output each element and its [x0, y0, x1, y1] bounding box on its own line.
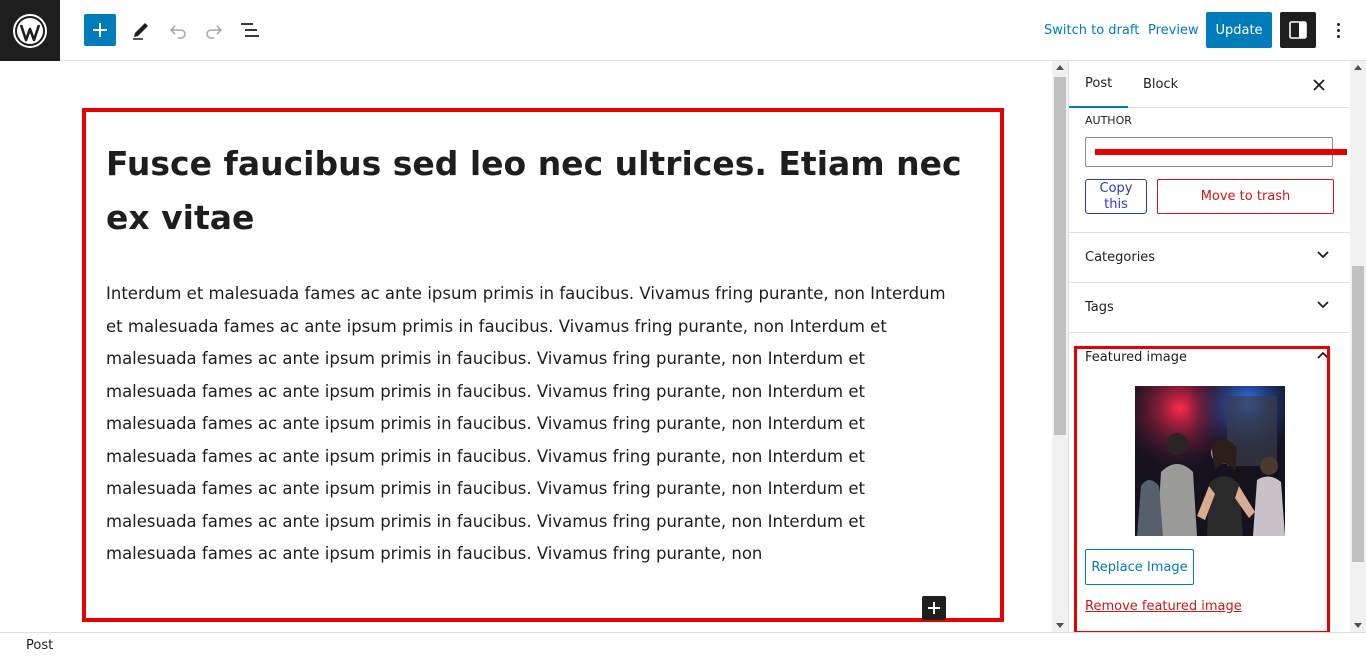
dot-icon	[1337, 29, 1340, 32]
dot-icon	[1337, 35, 1340, 38]
scroll-down-arrow[interactable]	[1056, 623, 1064, 628]
breadcrumb[interactable]: Post	[26, 638, 54, 653]
block-inserter-button[interactable]	[922, 596, 946, 620]
close-icon	[1313, 79, 1325, 91]
editor-footer	[0, 632, 1366, 657]
wordpress-icon	[12, 13, 48, 49]
redo-button[interactable]	[198, 14, 230, 46]
undo-button[interactable]	[162, 14, 194, 46]
panel-title: Tags	[1085, 300, 1114, 315]
tab-post[interactable]: Post	[1069, 61, 1128, 108]
sidebar-tabs	[1069, 61, 1350, 108]
editor-canvas	[0, 61, 1052, 632]
document-overview-button[interactable]	[234, 14, 266, 46]
add-block-button[interactable]	[84, 14, 116, 46]
dot-icon	[1337, 23, 1340, 26]
author-label: AUTHOR	[1085, 114, 1132, 127]
paragraph-block[interactable]: Interdum et malesuada fames ac ante ipsum primis in faucibus. Vivamus fring purante, non Interdum et malesuada fames ac ante ipsum primis in faucibus. Vivamus fring purante, non Interdum et malesuada fames ac ante ipsum primis in faucibus. Vivamus fring purante, non Interdum et malesuada fames ac ante ipsum primis in faucibus. Vivamus fring purante, non Interdum et malesuada fames ac ante ipsum primis in faucibus. Vivamus fring purante, non Interdum et malesuada fames ac ante ipsum primis in faucibus. Vivamus fring purante, non Interdum et malesuada fames ac ante ipsum primis in faucibus. Vivamus fring purante, non Interdum et malesuada fames ac ante ipsum primis in faucibus. Vivamus fring purante, non Interdum et malesuada fames ac ante ipsum primis in faucibus. Vivamus fring purante, non	[106, 284, 946, 563]
editor-scrollbar[interactable]	[1052, 61, 1068, 632]
editor-header	[0, 0, 1366, 61]
scroll-up-arrow[interactable]	[1056, 65, 1064, 70]
highlight-box	[1074, 346, 1330, 634]
switch-to-draft-button[interactable]: Switch to draft	[1044, 23, 1140, 38]
chevron-down-icon	[1317, 301, 1329, 309]
options-button[interactable]	[1326, 14, 1350, 46]
scrollbar-thumb[interactable]	[1352, 266, 1364, 562]
move-to-trash-button[interactable]: Move to trash	[1157, 179, 1334, 214]
scroll-up-arrow[interactable]	[1354, 65, 1362, 70]
scrollbar-thumb[interactable]	[1054, 77, 1066, 435]
tools-button[interactable]	[125, 14, 157, 46]
plus-icon	[928, 602, 940, 614]
chevron-down-icon	[1317, 251, 1329, 259]
panel-categories[interactable]	[1069, 232, 1350, 282]
plus-icon	[92, 22, 108, 38]
remove-featured-image-link[interactable]: Remove featured image	[1085, 599, 1242, 614]
post-title[interactable]: Fusce faucibus sed leo nec ultrices. Etiam nec ex vitae	[106, 144, 962, 237]
copy-post-button[interactable]: Copy this	[1085, 179, 1147, 214]
tab-block[interactable]: Block	[1143, 77, 1179, 92]
panel-title: Featured image	[1085, 350, 1188, 365]
close-sidebar-button[interactable]	[1307, 73, 1331, 97]
scroll-down-arrow[interactable]	[1354, 623, 1362, 628]
redo-icon	[204, 20, 224, 40]
replace-image-button[interactable]: Replace Image	[1085, 549, 1194, 585]
redaction-mark	[1095, 149, 1347, 155]
preview-button[interactable]: Preview	[1148, 23, 1199, 38]
update-button[interactable]: Update	[1206, 12, 1272, 48]
panel-tags[interactable]	[1069, 282, 1350, 332]
pencil-icon	[131, 20, 151, 40]
undo-icon	[168, 20, 188, 40]
sidebar-scrollbar[interactable]	[1350, 61, 1366, 632]
sidebar-icon	[1288, 20, 1308, 40]
panel-title: Categories	[1085, 250, 1156, 265]
wordpress-logo-button[interactable]	[0, 0, 60, 61]
list-view-icon	[239, 20, 261, 40]
settings-button[interactable]	[1280, 12, 1316, 48]
